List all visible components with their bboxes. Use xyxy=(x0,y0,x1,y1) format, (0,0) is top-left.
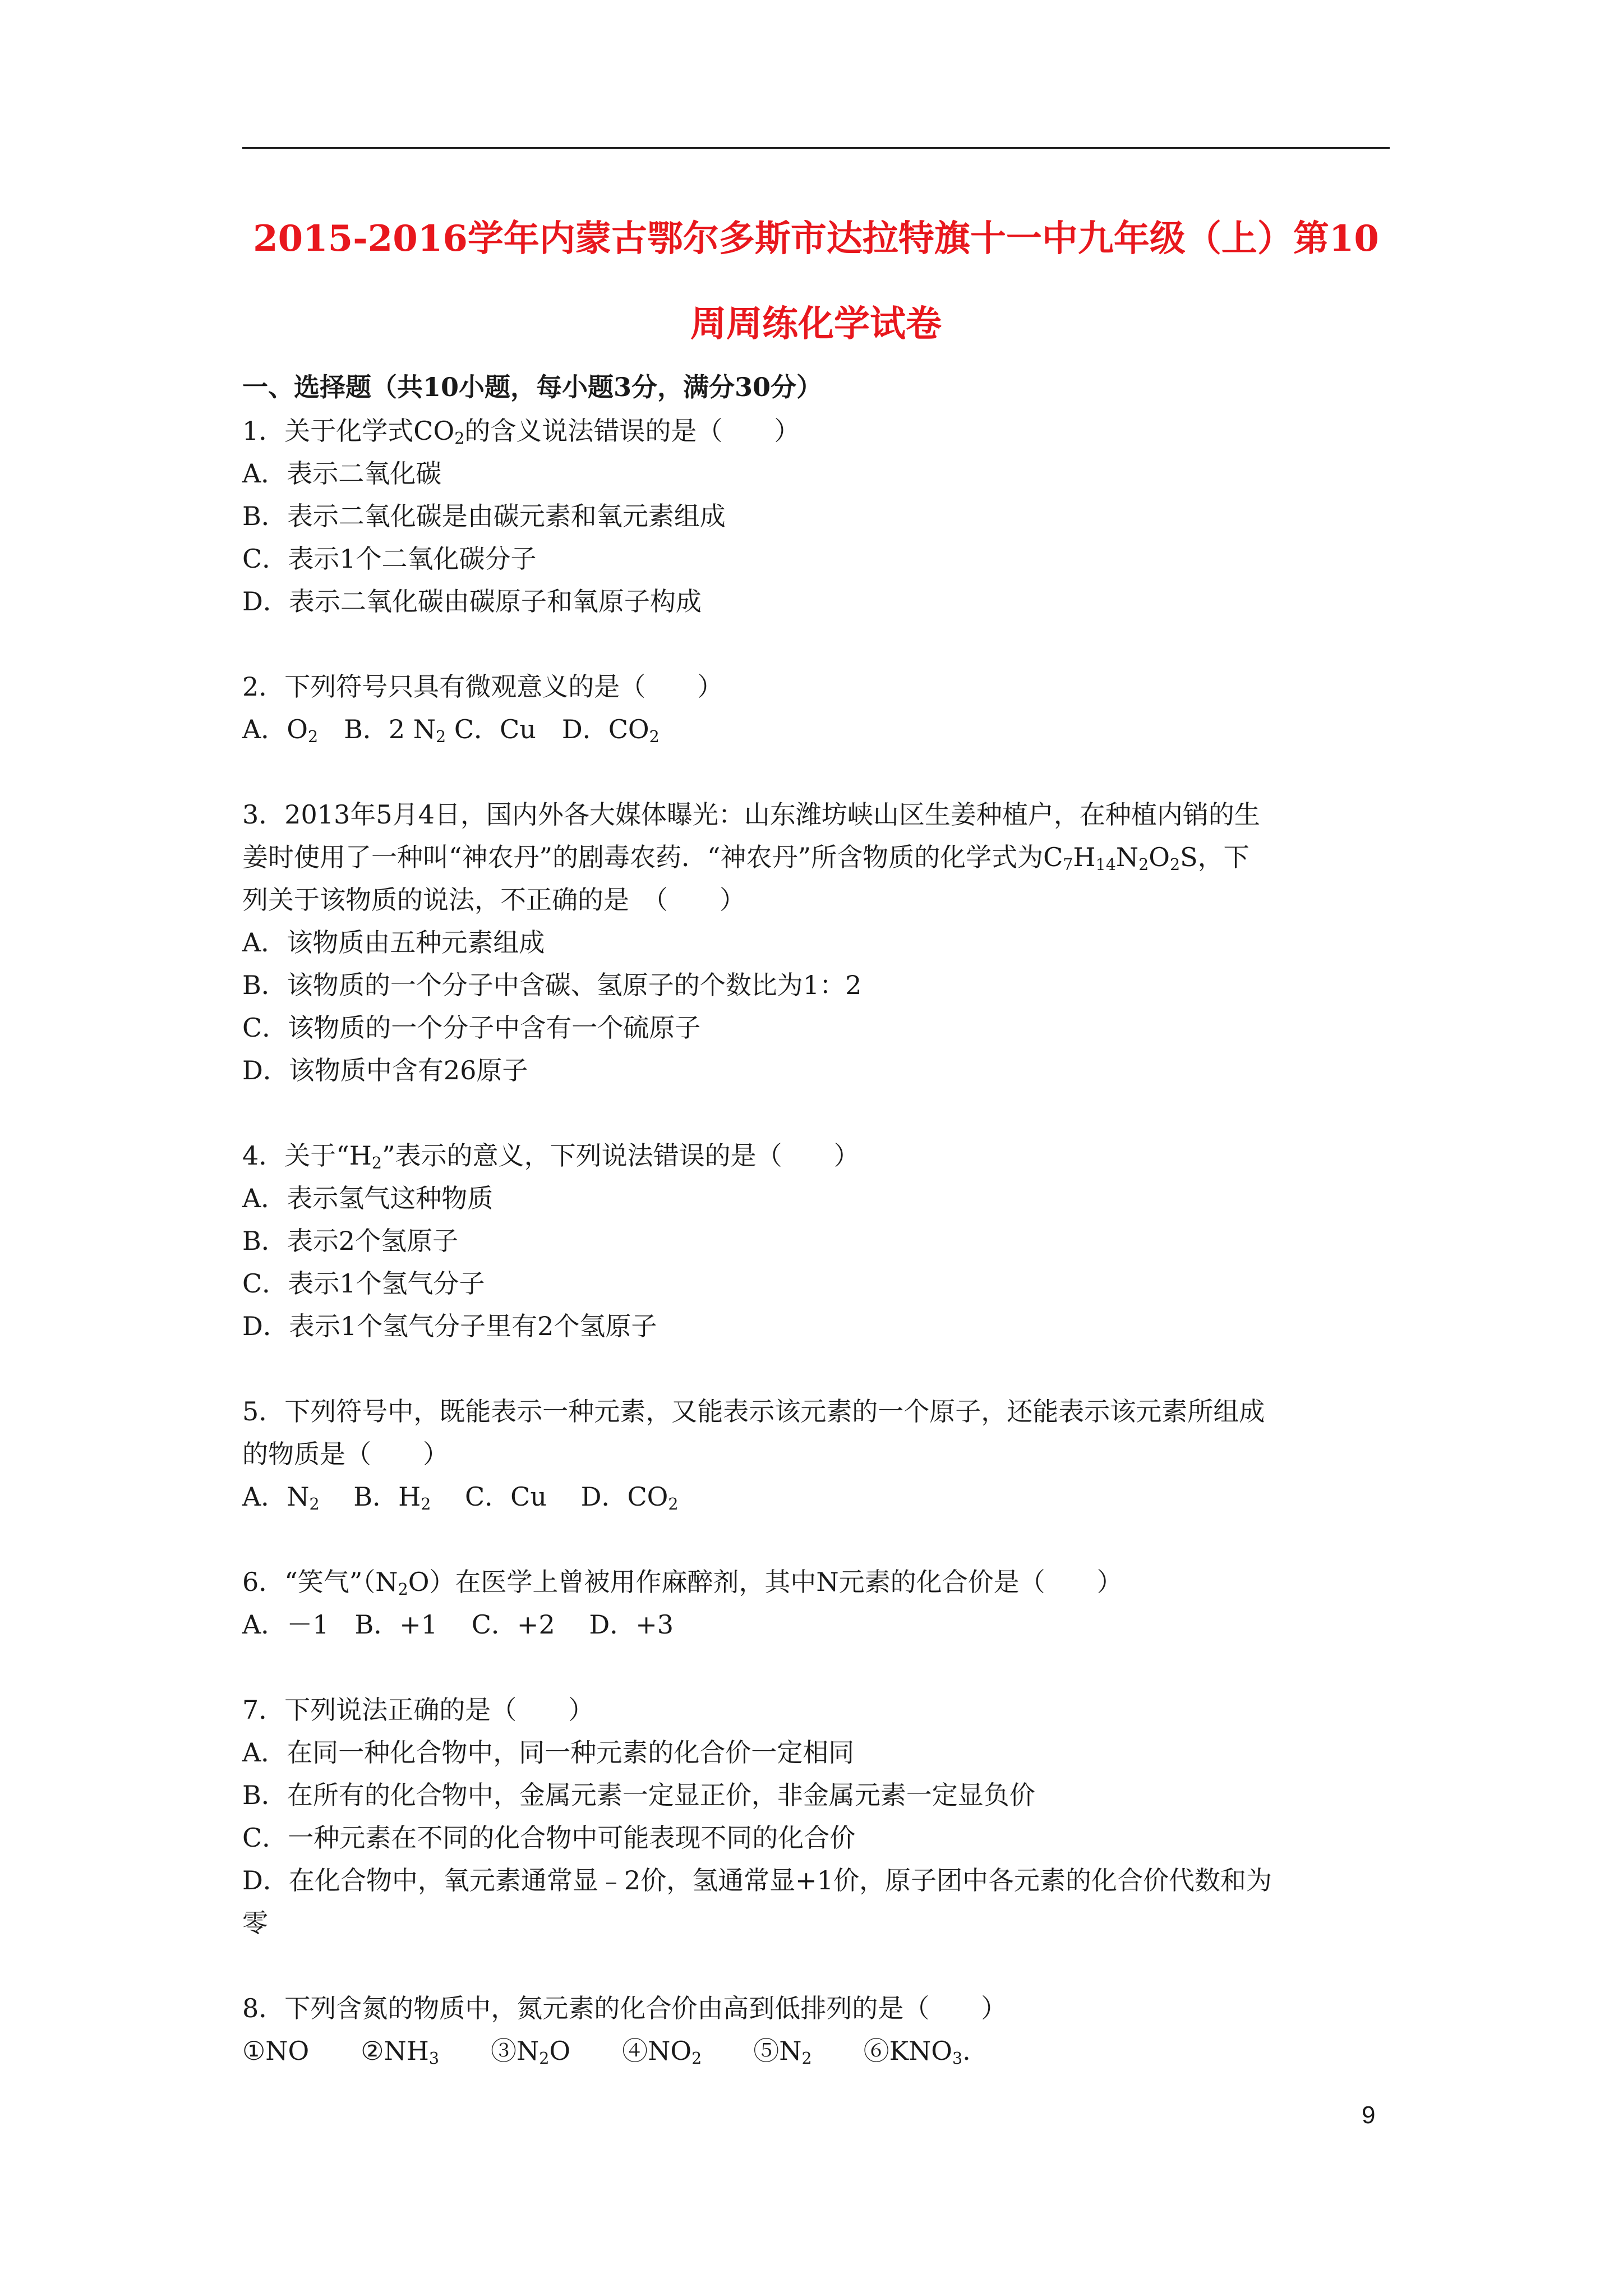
question-4-option-c: C．表示1个氢气分子 xyxy=(242,1268,485,1299)
question-4-option-d: D．表示1个氢气分子里有2个氢原子 xyxy=(242,1311,657,1341)
question-3-option-d: D．该物质中含有26原子 xyxy=(242,1055,528,1085)
question-7-option-d: D．在化合物中，氧元素通常显﹣2价，氢通常显+1价，原子团中各元素的化合价代数和为 xyxy=(242,1865,1272,1895)
question-1-option-a: A．表示二氧化碳 xyxy=(242,458,442,489)
question-8-stem: 8．下列含氮的物质中，氮元素的化合价由高到低排列的是（ ） xyxy=(242,1993,1007,2023)
question-3-stem-line-2: 姜时使用了一种叫“神农丹”的剧毒农药．“神农丹”所含物质的化学式为$C_7H_{14}N_2O_2S$，下 xyxy=(242,842,1249,875)
section-heading: 一、选择题（共10小题，每小题3分，满分30分） xyxy=(242,372,823,402)
question-3-option-b: B．该物质的一个分子中含碳、氢原子的个数比为1：2 xyxy=(242,970,862,1000)
question-1-option-c: C．表示1个二氧化碳分子 xyxy=(242,544,537,574)
question-3-option-c: C．该物质的一个分子中含有一个硫原子 xyxy=(242,1013,701,1043)
question-6-options: A．－1 B．+1 C．+2 D．+3 xyxy=(242,1609,674,1640)
question-7-stem: 7．下列说法正确的是（ ） xyxy=(242,1695,594,1725)
question-5-stem-line-2: 的物质是（ ） xyxy=(242,1439,449,1469)
question-3-stem-line-1: 3．2013年5月4日，国内外各大媒体曝光：山东潍坊峡山区生姜种植户，在种植内销的生 xyxy=(242,799,1260,830)
question-5-options: A．$N_2$ B．$H_2$ C．Cu D．$CO_2$ xyxy=(242,1481,679,1514)
question-4-option-a: A．表示氢气这种物质 xyxy=(242,1183,494,1213)
question-7-option-b: B．在所有的化合物中，金属元素一定显正价，非金属元素一定显负价 xyxy=(242,1780,1035,1810)
question-7-option-d-continued: 零 xyxy=(242,1908,268,1938)
question-3-stem-line-3: 列关于该物质的说法，不正确的是 （ ） xyxy=(242,885,745,915)
question-2-stem: 2．下列符号只具有微观意义的是（ ） xyxy=(242,671,723,702)
question-1-option-b: B．表示二氧化碳是由碳元素和氧元素组成 xyxy=(242,501,726,531)
page-number: 9 xyxy=(1362,2101,1376,2129)
question-5-stem-line-1: 5．下列符号中，既能表示一种元素，又能表示该元素的一个原子，还能表示该元素所组成 xyxy=(242,1396,1265,1427)
question-4-option-b: B．表示2个氢原子 xyxy=(242,1226,459,1256)
question-2-options: A．$O_2$ B．2 $N_2$ C．Cu D．$CO_2$ xyxy=(242,714,660,747)
question-7-option-c: C．一种元素在不同的化合物中可能表现不同的化合价 xyxy=(242,1823,856,1853)
question-3-option-a: A．该物质由五种元素组成 xyxy=(242,927,545,958)
exam-title-line-2: 周周练化学试卷 xyxy=(690,303,942,345)
question-6-stem: 6．“笑气$”(N_2O)$在医学上曾被用作麻醉剂，其中N元素的化合价是（ ） xyxy=(242,1567,1123,1599)
question-7-option-a: A．在同一种化合物中，同一种元素的化合价一定相同 xyxy=(242,1737,855,1768)
exam-title-line-1: 2015-2016学年内蒙古鄂尔多斯市达拉特旗十一中九年级（上）第10 xyxy=(253,218,1379,260)
header-rule xyxy=(242,147,1390,149)
question-8-items: ①NO $②NH_3$ $③N_2O$ $④NO_2$ $⑤N_2$ $⑥KNO_3$. xyxy=(242,2036,971,2068)
question-4-stem: 4．关于“$H_2$”表示的意义，下列说法错误的是（ ） xyxy=(242,1140,860,1173)
question-1-stem: 1．关于化学式$CO_2$的含义说法错误的是（ ） xyxy=(242,416,800,448)
question-1-option-d: D．表示二氧化碳由碳原子和氧原子构成 xyxy=(242,586,702,616)
